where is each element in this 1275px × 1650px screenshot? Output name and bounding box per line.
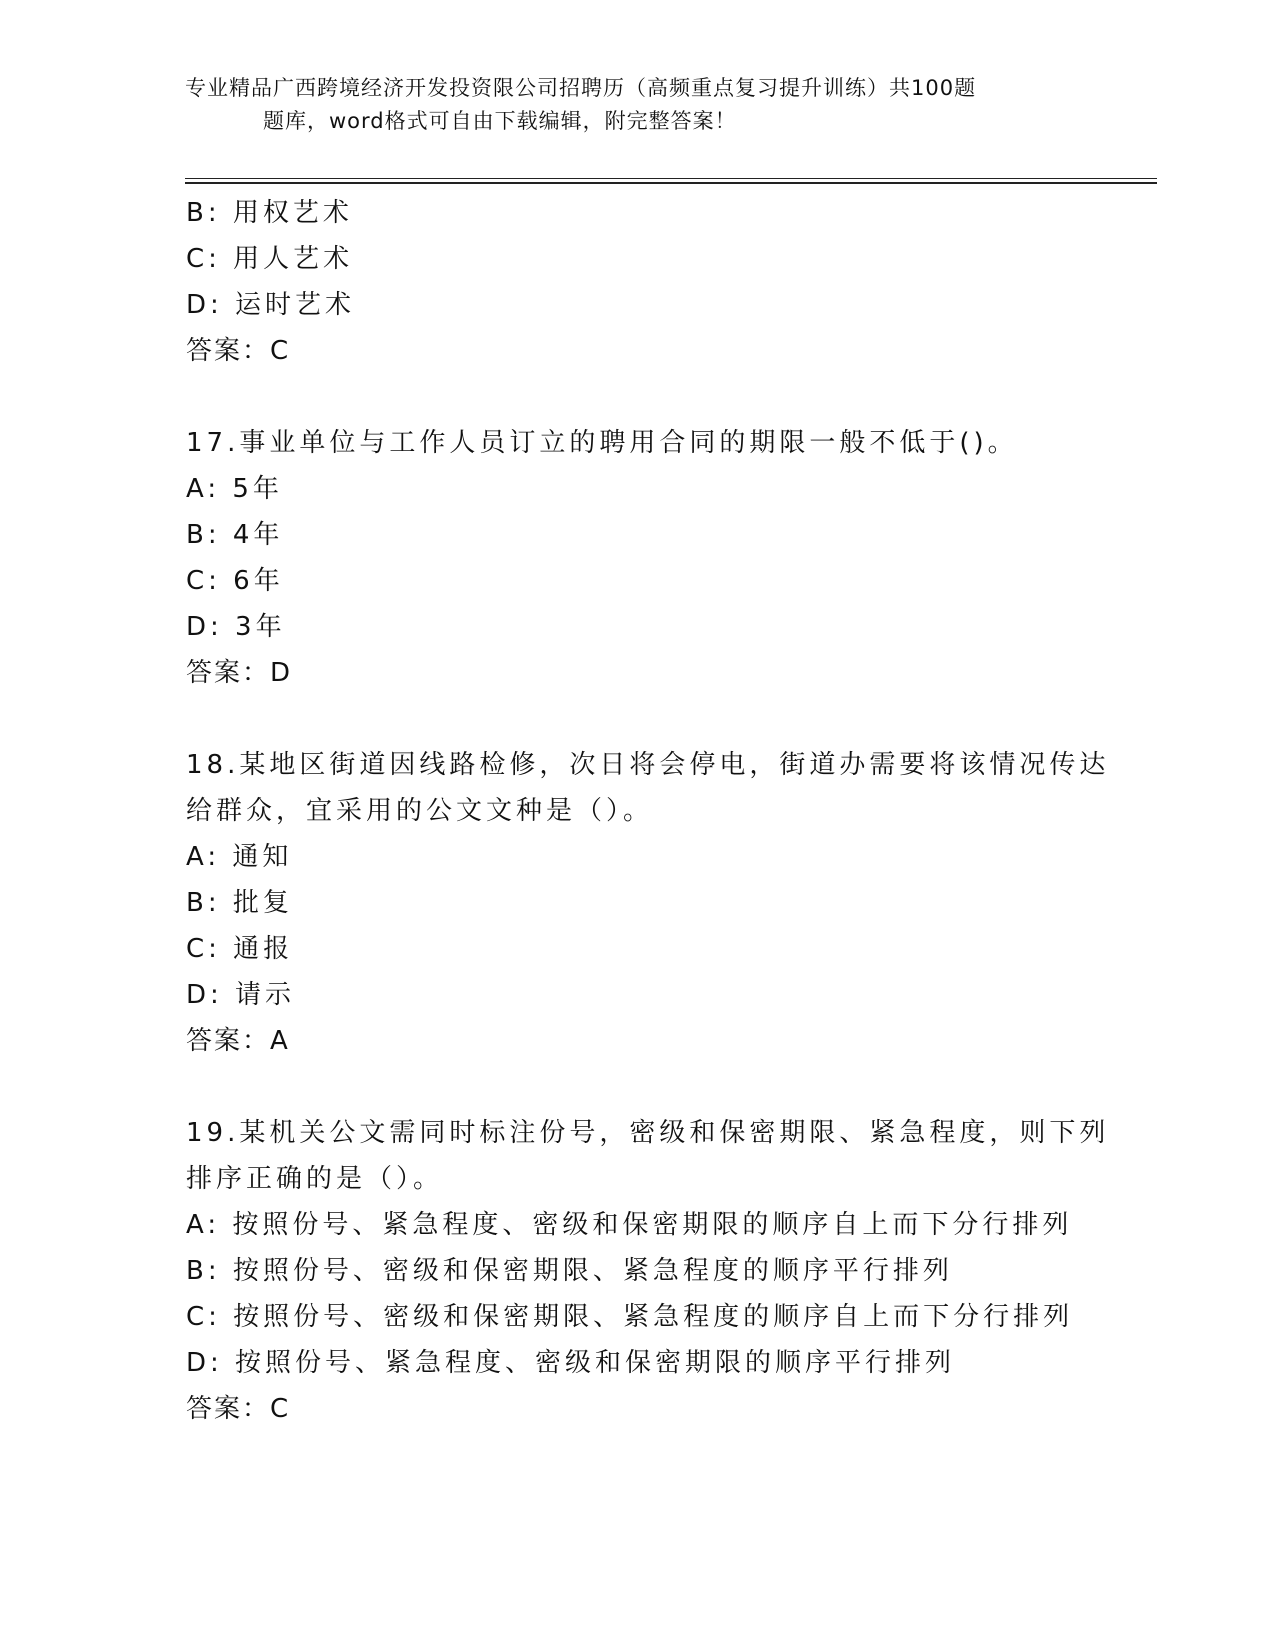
- header-title-line1: 专业精品广西跨境经济开发投资限公司招聘历（高频重点复习提升训练）共100题: [185, 76, 977, 100]
- question-list: [186, 190, 1110, 1432]
- page-header: [185, 72, 1085, 138]
- q19-option-d: D: 按照份号、紧急程度、密级和保密期限的顺序平行排列: [186, 1348, 956, 1378]
- q18-question-line1: 18.某地区街道因线路检修，次日将会停电，街道办需要将该情况传达: [186, 750, 1110, 780]
- q17-option-b: B: 4年: [186, 520, 284, 550]
- header-divider-thick: [185, 182, 1157, 184]
- question-18: [186, 742, 1110, 1064]
- q18-option-d: D: 请示: [186, 980, 296, 1010]
- q16-option-d: D: 运时艺术: [186, 290, 356, 320]
- question-19: [186, 1110, 1110, 1432]
- q17-option-d: D: 3年: [186, 612, 286, 642]
- q17-option-a: A: 5年: [186, 474, 283, 504]
- header-title-line2: 题库，word格式可自由下载编辑，附完整答案！: [263, 109, 737, 133]
- q16-option-c: C: 用人艺术: [186, 244, 354, 274]
- q18-option-a: A: 通知: [186, 842, 293, 872]
- q16-answer: 答案：C: [186, 336, 291, 366]
- q17-question: 17.事业单位与工作人员订立的聘用合同的期限一般不低于()。: [186, 428, 1018, 458]
- q18-question-line2: 给群众，宜采用的公文文种是（）。: [186, 796, 654, 826]
- q19-option-a: A: 按照份号、紧急程度、密级和保密期限的顺序自上而下分行排列: [186, 1210, 1073, 1240]
- question-16: [186, 190, 1086, 374]
- q18-option-b: B: 批复: [186, 888, 293, 918]
- question-17: [186, 420, 1086, 696]
- q19-question-line1: 19.某机关公文需同时标注份号，密级和保密期限、紧急程度，则下列: [186, 1118, 1110, 1148]
- header-divider-thin: [185, 178, 1157, 179]
- q16-option-b: B: 用权艺术: [186, 198, 353, 228]
- q19-question-line2: 排序正确的是（）。: [186, 1164, 444, 1194]
- spacer: [186, 1064, 1086, 1110]
- q17-option-c: C: 6年: [186, 566, 284, 596]
- spacer: [186, 696, 1086, 742]
- q19-option-c: C: 按照份号、密级和保密期限、紧急程度的顺序自上而下分行排列: [186, 1302, 1074, 1332]
- spacer: [186, 374, 1086, 420]
- q17-answer: 答案：D: [186, 658, 293, 688]
- q19-answer: 答案：C: [186, 1394, 291, 1424]
- q18-option-c: C: 通报: [186, 934, 294, 964]
- q19-option-b: B: 按照份号、密级和保密期限、紧急程度的顺序平行排列: [186, 1256, 953, 1286]
- q18-answer: 答案：A: [186, 1026, 290, 1056]
